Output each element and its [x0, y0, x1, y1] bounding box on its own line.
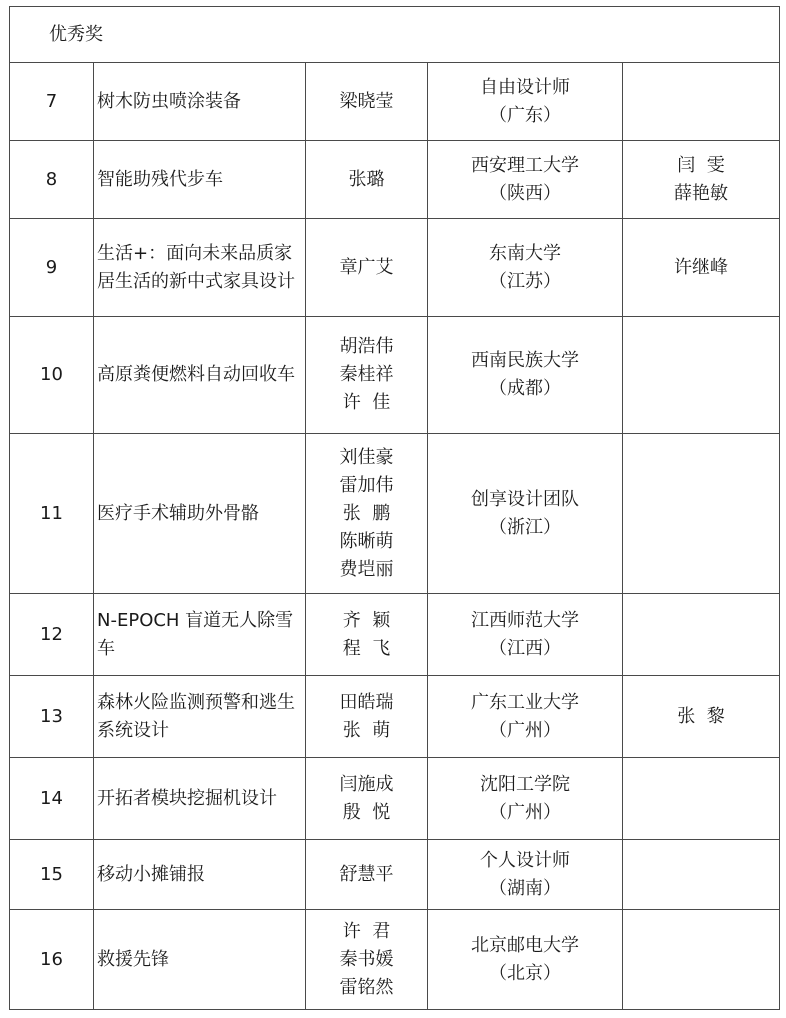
member-name: 张 萌 — [342, 719, 391, 741]
table-row — [10, 594, 780, 676]
entry-number: 12 — [10, 594, 94, 676]
table-row — [10, 758, 780, 840]
table-row — [10, 317, 780, 434]
organization-line: 西南民族大学 — [471, 350, 579, 371]
entry-organization — [428, 63, 623, 141]
member-name: 雷铭然 — [339, 976, 394, 998]
entry-organization — [428, 434, 623, 594]
entry-tutors — [623, 317, 780, 434]
member-name: 许 佳 — [342, 392, 391, 413]
entry-members — [306, 840, 428, 910]
entry-number: 11 — [10, 434, 94, 594]
entry-title: N-EPOCH 盲道无人除雪车 — [94, 594, 306, 676]
entry-number: 16 — [10, 910, 94, 1010]
organization-line: （陕西） — [489, 182, 561, 204]
entry-tutors — [623, 676, 780, 758]
entry-organization — [428, 840, 623, 910]
entry-number: 14 — [10, 758, 94, 840]
member-name: 雷加伟 — [339, 474, 394, 496]
entry-tutors — [623, 63, 780, 141]
entry-tutors — [623, 219, 780, 317]
entry-tutors — [623, 840, 780, 910]
entry-members — [306, 317, 428, 434]
entry-organization — [428, 758, 623, 840]
section-header-row — [10, 7, 780, 63]
member-name: 田皓瑞 — [339, 691, 394, 713]
organization-line: （广东） — [489, 104, 561, 126]
organization-line: 东南大学 — [489, 242, 561, 264]
entry-members — [306, 676, 428, 758]
organization-line: 江西师范大学 — [471, 609, 579, 631]
organization-line: （成都） — [489, 378, 561, 399]
entry-members — [306, 910, 428, 1010]
organization-line: （江苏） — [489, 270, 561, 292]
member-name: 费垲丽 — [339, 558, 394, 580]
entry-title: 树木防虫喷涂装备 — [94, 63, 306, 141]
entry-title: 高原粪便燃料自动回收车 — [94, 317, 306, 434]
organization-line: （广州） — [489, 801, 561, 823]
member-name: 齐 颖 — [342, 609, 391, 631]
awards-table-body — [10, 7, 780, 1010]
table-row — [10, 676, 780, 758]
entry-number: 9 — [10, 219, 94, 317]
entry-members — [306, 758, 428, 840]
entry-title: 医疗手术辅助外骨骼 — [94, 434, 306, 594]
awards-table — [9, 6, 780, 1010]
entry-number: 10 — [10, 317, 94, 434]
entry-number: 13 — [10, 676, 94, 758]
tutor-name: 张 黎 — [677, 705, 725, 727]
organization-line: 沈阳工学院 — [480, 773, 570, 795]
table-row — [10, 840, 780, 910]
member-name: 胡浩伟 — [339, 336, 394, 357]
entry-tutors — [623, 141, 780, 219]
organization-line: 广东工业大学 — [471, 691, 579, 713]
tutor-name: 闫 雯 — [677, 154, 725, 176]
member-name: 秦书媛 — [339, 948, 394, 970]
entry-organization — [428, 141, 623, 219]
table-row — [10, 63, 780, 141]
section-title: 优秀奖 — [10, 7, 780, 63]
member-name: 张 鹏 — [342, 502, 391, 524]
entry-number: 7 — [10, 63, 94, 141]
entry-title: 森林火险监测预警和逃生系统设计 — [94, 676, 306, 758]
table-row — [10, 141, 780, 219]
organization-line: （江西） — [489, 637, 561, 659]
organization-line: （浙江） — [489, 516, 561, 538]
member-name: 舒慧平 — [339, 863, 394, 885]
member-name: 陈晰萌 — [339, 530, 394, 552]
organization-line: （湖南） — [489, 877, 561, 899]
entry-members — [306, 141, 428, 219]
entry-title: 移动小摊铺报 — [94, 840, 306, 910]
member-name: 程 飞 — [342, 637, 391, 659]
member-name: 张璐 — [348, 168, 385, 190]
entry-title: 生活+：面向未来品质家居生活的新中式家具设计 — [94, 219, 306, 317]
table-row — [10, 434, 780, 594]
entry-title: 智能助残代步车 — [94, 141, 306, 219]
entry-members — [306, 63, 428, 141]
organization-line: （北京） — [489, 962, 561, 984]
entry-number: 8 — [10, 141, 94, 219]
entry-members — [306, 594, 428, 676]
organization-line: 自由设计师 — [480, 76, 570, 98]
entry-title: 救援先锋 — [94, 910, 306, 1010]
organization-line: 西安理工大学 — [471, 154, 579, 176]
entry-tutors — [623, 910, 780, 1010]
member-name: 刘佳豪 — [339, 446, 394, 468]
entry-members — [306, 219, 428, 317]
organization-line: 个人设计师 — [480, 849, 570, 871]
entry-title: 开拓者模块挖掘机设计 — [94, 758, 306, 840]
member-name: 秦桂祥 — [339, 364, 394, 385]
member-name: 章广艾 — [339, 256, 394, 278]
entry-tutors — [623, 434, 780, 594]
entry-organization — [428, 317, 623, 434]
tutor-name: 许继峰 — [674, 256, 728, 278]
organization-line: 北京邮电大学 — [471, 934, 579, 956]
member-name: 梁晓莹 — [339, 90, 394, 112]
table-row — [10, 219, 780, 317]
entry-organization — [428, 910, 623, 1010]
entry-tutors — [623, 758, 780, 840]
member-name: 闫施成 — [339, 773, 394, 795]
entry-number: 15 — [10, 840, 94, 910]
table-row — [10, 910, 780, 1010]
entry-organization — [428, 676, 623, 758]
organization-line: 创享设计团队 — [471, 488, 579, 510]
tutor-name: 薛艳敏 — [674, 182, 728, 204]
entry-organization — [428, 594, 623, 676]
member-name: 殷 悦 — [342, 801, 391, 823]
organization-line: （广州） — [489, 719, 561, 741]
member-name: 许 君 — [342, 920, 391, 942]
entry-organization — [428, 219, 623, 317]
entry-members — [306, 434, 428, 594]
entry-tutors — [623, 594, 780, 676]
